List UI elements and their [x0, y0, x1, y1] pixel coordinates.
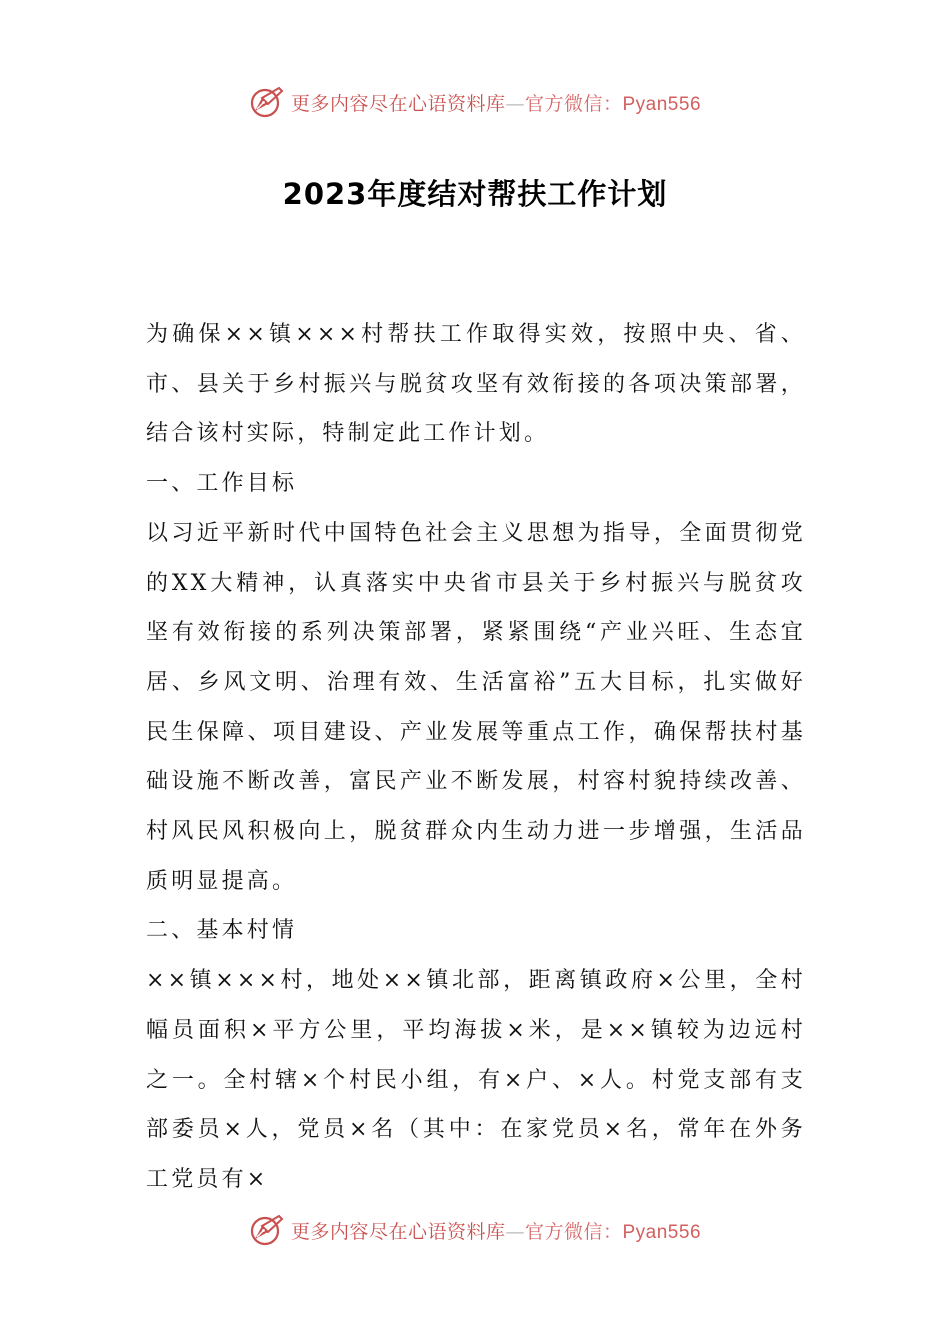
footer-banner [0, 1208, 950, 1252]
section-body-goals: 以习近平新时代中国特色社会主义思想为指导，全面贯彻党的XX大精神，认真落实中央省市县关于乡村振兴与脱贫攻坚有效衔接的系列决策部署，紧紧围绕“产业兴旺、生态宜居、乡风文明、治理有效、生活富裕”五大目标，扎实做好民生保障、项目建设、产业发展等重点工作，确保帮扶村基础设施不断改善，富民产业不断发展，村容村貌持续改善、村风民风积极向上，脱贫群众内生动力进一步增强，生活品质明显提高。 [146, 520, 806, 894]
section-heading-village-info: 二、基本村情 [146, 918, 298, 944]
banner-wechat-label: 官方微信： [524, 1220, 623, 1243]
document-body [146, 310, 806, 1205]
pen-nib-logo-icon [249, 1212, 285, 1248]
section-body-village-info: ××镇×××村，地处××镇北部，距离镇政府×公里，全村幅员面积×平方公里，平均海拔×米，是××镇较为边远村之一。全村辖×个村民小组，有×户、×人。村党支部有支部委员×人，党员×名（其中：在家党员×名，常年在外务工党员有× [146, 968, 806, 1192]
banner-prefix: 更多内容尽在心语资料库 [290, 92, 506, 115]
document-title: 2023年度结对帮扶工作计划 [282, 177, 668, 211]
header-banner [0, 80, 950, 124]
banner-prefix: 更多内容尽在心语资料库 [290, 1220, 506, 1243]
banner-separator: — [505, 92, 525, 115]
banner-wechat-id: Pyan556 [622, 93, 702, 115]
banner-text [291, 1217, 701, 1244]
section-heading-goals: 一、工作目标 [146, 471, 298, 497]
banner-separator: — [505, 1220, 525, 1243]
banner-wechat-label: 官方微信： [524, 92, 623, 115]
banner-text [291, 89, 701, 116]
banner-wechat-id: Pyan556 [622, 1221, 702, 1243]
pen-nib-logo-icon [249, 84, 285, 120]
intro-paragraph: 为确保××镇×××村帮扶工作取得实效，按照中央、省、市、县关于乡村振兴与脱贫攻坚有效衔接的各项决策部署，结合该村实际，特制定此工作计划。 [146, 322, 806, 447]
